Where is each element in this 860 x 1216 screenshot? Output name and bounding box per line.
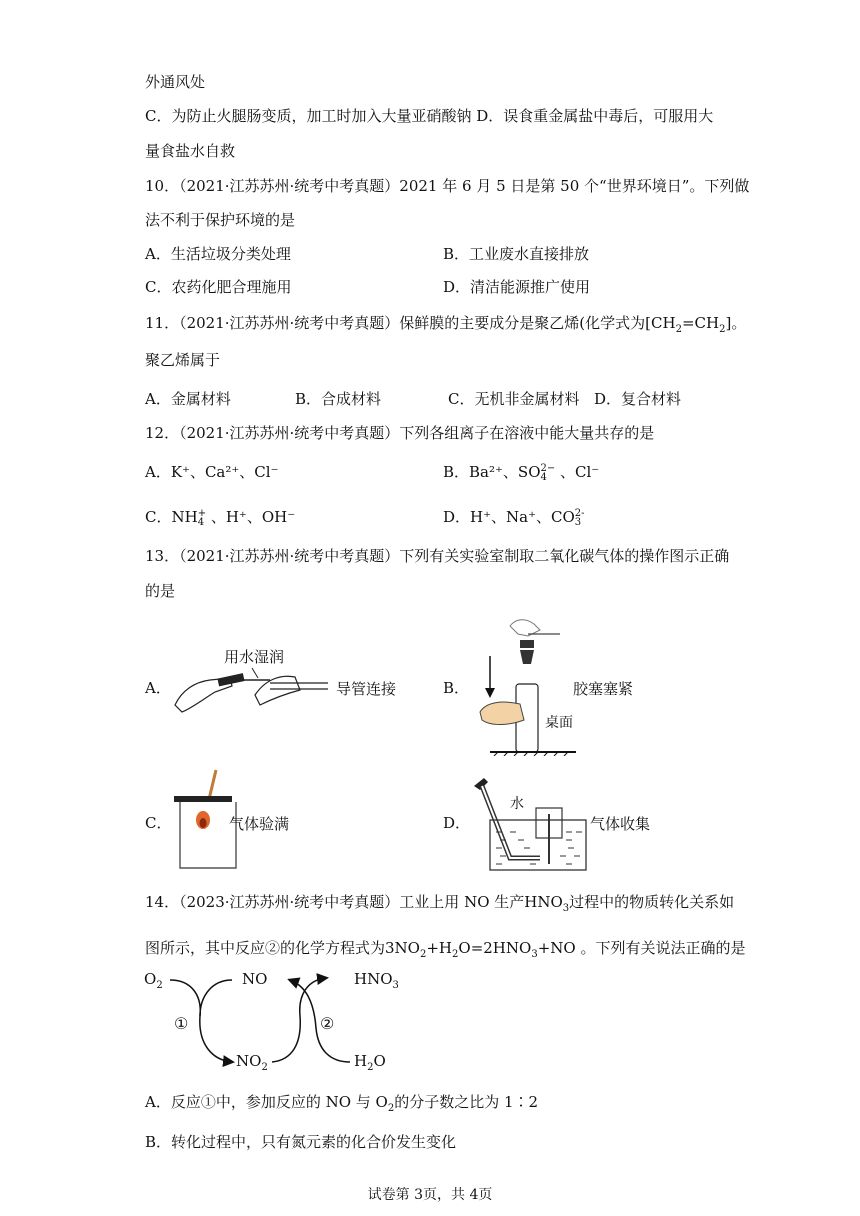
conversion-cycle-diagram: [140, 966, 420, 1076]
text-line: 外通风处: [145, 73, 206, 91]
label-no2: $NO_2$: [236, 1052, 268, 1073]
option-11c: C．无机非金属材料: [448, 390, 580, 408]
figure-13b-label-stopper: 胶塞塞紧: [573, 680, 634, 698]
label-no: NO: [242, 970, 268, 988]
option-10a: A．生活垃圾分类处理: [145, 245, 291, 263]
option-12b: B．Ba²⁺、SO 2− 4 、Cl⁻: [443, 463, 600, 483]
question-13-cont: 的是: [145, 582, 176, 600]
text-line: 量食盐水自救: [145, 142, 236, 160]
gas-collect-illustration: [470, 774, 588, 874]
option-13b-label: B．: [443, 679, 470, 697]
option-12c: C．NH + 4 、H⁺、OH⁻: [145, 508, 296, 528]
option-11d: D．复合材料: [594, 390, 682, 408]
text-line: C．为防止火腿肠变质，加工时加入大量亚硝酸钠 D．误食重金属盐中毒后，可服用大: [145, 107, 714, 125]
label-reaction-1: ①: [174, 1014, 189, 1033]
option-13d-label: D．: [443, 814, 471, 832]
option-11b: B．合成材料: [295, 390, 382, 408]
option-10b: B．工业废水直接排放: [443, 245, 590, 263]
figure-13d-label-water: 水: [510, 796, 524, 812]
question-13: 13．（2021·江苏苏州·统考中考真题）下列有关实验室制取二氧化碳气体的操作图示正确: [145, 547, 730, 565]
figure-13b-label-desk: 桌面: [545, 715, 573, 731]
figure-13b: [468, 616, 578, 760]
option-12a: A．K⁺、Ca²⁺、Cl⁻: [145, 463, 279, 481]
option-11a: A．金属材料: [145, 390, 231, 408]
option-10c: C．农药化肥合理施用: [145, 278, 292, 296]
question-11: 11．（2021·江苏苏州·统考中考真题）保鲜膜的主要成分是聚乙烯(化学式为$[CH_2=CH_2]$。: [145, 314, 747, 335]
label-o2: $O_2$: [144, 970, 163, 991]
figure-13a-label-wet: 用水湿润: [224, 648, 285, 666]
question-10: 10．（2021·江苏苏州·统考中考真题）2021 年 6 月 5 日是第 50 个“世界环境日”。下列做: [145, 177, 750, 195]
figure-13a-label-connect: 导管连接: [336, 680, 397, 698]
option-13a-label: A．: [145, 679, 171, 697]
question-14-cont: 图所示，其中反应②的化学方程式为$3NO_2+H_2O=2HNO_3+NO$ 。下列有关说法正确的是: [145, 939, 746, 960]
label-reaction-2: ②: [320, 1014, 335, 1033]
figure-13d-label: 气体收集: [590, 815, 651, 833]
option-14a: A．反应①中，参加反应的 NO 与 $O_2$的分子数之比为 1∶2: [145, 1093, 539, 1114]
figure-13d: [470, 774, 588, 878]
option-14b: B．转化过程中，只有氮元素的化合价发生变化: [145, 1133, 457, 1151]
question-12: 12．（2021·江苏苏州·统考中考真题）下列各组离子在溶液中能大量共存的是: [145, 424, 655, 442]
option-12d: D．H⁺、Na⁺、CO 2- 3: [443, 508, 585, 528]
question-11-cont: 聚乙烯属于: [145, 351, 221, 369]
figure-13c-label: 气体验满: [229, 815, 290, 833]
page-footer: 试卷第 3页，共 4页: [367, 1187, 493, 1203]
label-h2o: $H_2O$: [354, 1052, 386, 1073]
question-14: 14．（2023·江苏苏州·统考中考真题）工业上用 NO 生产$HNO_3$过程中的物质转化关系如: [145, 893, 735, 914]
stopper-tube-illustration: [468, 616, 578, 756]
label-hno3: $HNO_3$: [354, 970, 399, 991]
option-13c-label: C．: [145, 814, 172, 832]
option-10d: D．清洁能源推广使用: [443, 278, 591, 296]
question-10-cont: 法不利于保护环境的是: [145, 211, 296, 229]
